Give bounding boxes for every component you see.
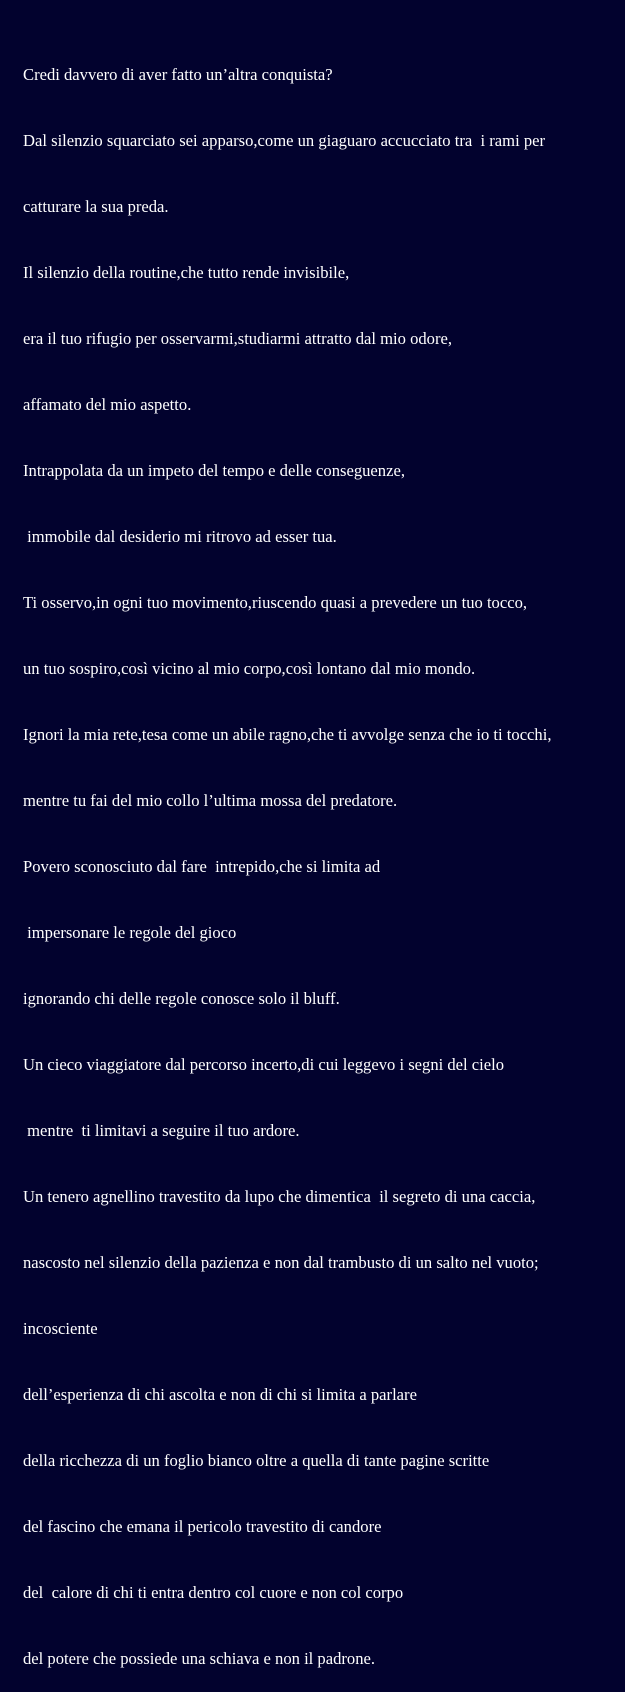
poem-line: ignorando chi delle regole conosce solo il bluff. <box>23 989 340 1008</box>
poem-line: affamato del mio aspetto. <box>23 395 192 414</box>
poem-line: mentre ti limitavi a seguire il tuo ardore. <box>23 1121 300 1140</box>
poem-line: Il silenzio della routine,che tutto rende invisibile, <box>23 263 350 282</box>
poem-line: Intrappolata da un impeto del tempo e delle conseguenze, <box>23 461 405 480</box>
poem-text <box>23 20 623 1692</box>
poem-line: Ignori la mia rete,tesa come un abile ragno,che ti avvolge senza che io ti tocchi, <box>23 725 552 744</box>
poem-line: catturare la sua preda. <box>23 197 169 216</box>
poem-line: mentre tu fai del mio collo l’ultima mossa del predatore. <box>23 791 398 810</box>
poem-line: un tuo sospiro,così vicino al mio corpo,così lontano dal mio mondo. <box>23 659 476 678</box>
poem-line: del potere che possiede una schiava e non il padrone. <box>23 1649 376 1668</box>
poem-line: Credi davvero di aver fatto un’altra conquista? <box>23 65 333 84</box>
poem-line: Povero sconosciuto dal fare intrepido,che si limita ad <box>23 857 381 876</box>
poem-line: Un cieco viaggiatore dal percorso incerto,di cui leggevo i segni del cielo <box>23 1055 505 1074</box>
poem-line: incosciente <box>23 1319 98 1338</box>
poem-line: del fascino che emana il pericolo travestito di candore <box>23 1517 382 1536</box>
poem-line: era il tuo rifugio per osservarmi,studiarmi attratto dal mio odore, <box>23 329 453 348</box>
poem-line: Ti osservo,in ogni tuo movimento,riuscendo quasi a prevedere un tuo tocco, <box>23 593 528 612</box>
poem-line: del calore di chi ti entra dentro col cuore e non col corpo <box>23 1583 404 1602</box>
poem-line: dell’esperienza di chi ascolta e non di chi si limita a parlare <box>23 1385 417 1404</box>
poem-line: Un tenero agnellino travestito da lupo che dimentica il segreto di una caccia, <box>23 1187 536 1206</box>
poem-line: della ricchezza di un foglio bianco oltre a quella di tante pagine scritte <box>23 1451 490 1470</box>
poem-line: immobile dal desiderio mi ritrovo ad esser tua. <box>23 527 337 546</box>
poem-line: nascosto nel silenzio della pazienza e non dal trambusto di un salto nel vuoto; <box>23 1253 539 1272</box>
poem-line: Dal silenzio squarciato sei apparso,come un giaguaro accucciato tra i rami per <box>23 131 546 150</box>
poem-line: impersonare le regole del gioco <box>23 923 237 942</box>
